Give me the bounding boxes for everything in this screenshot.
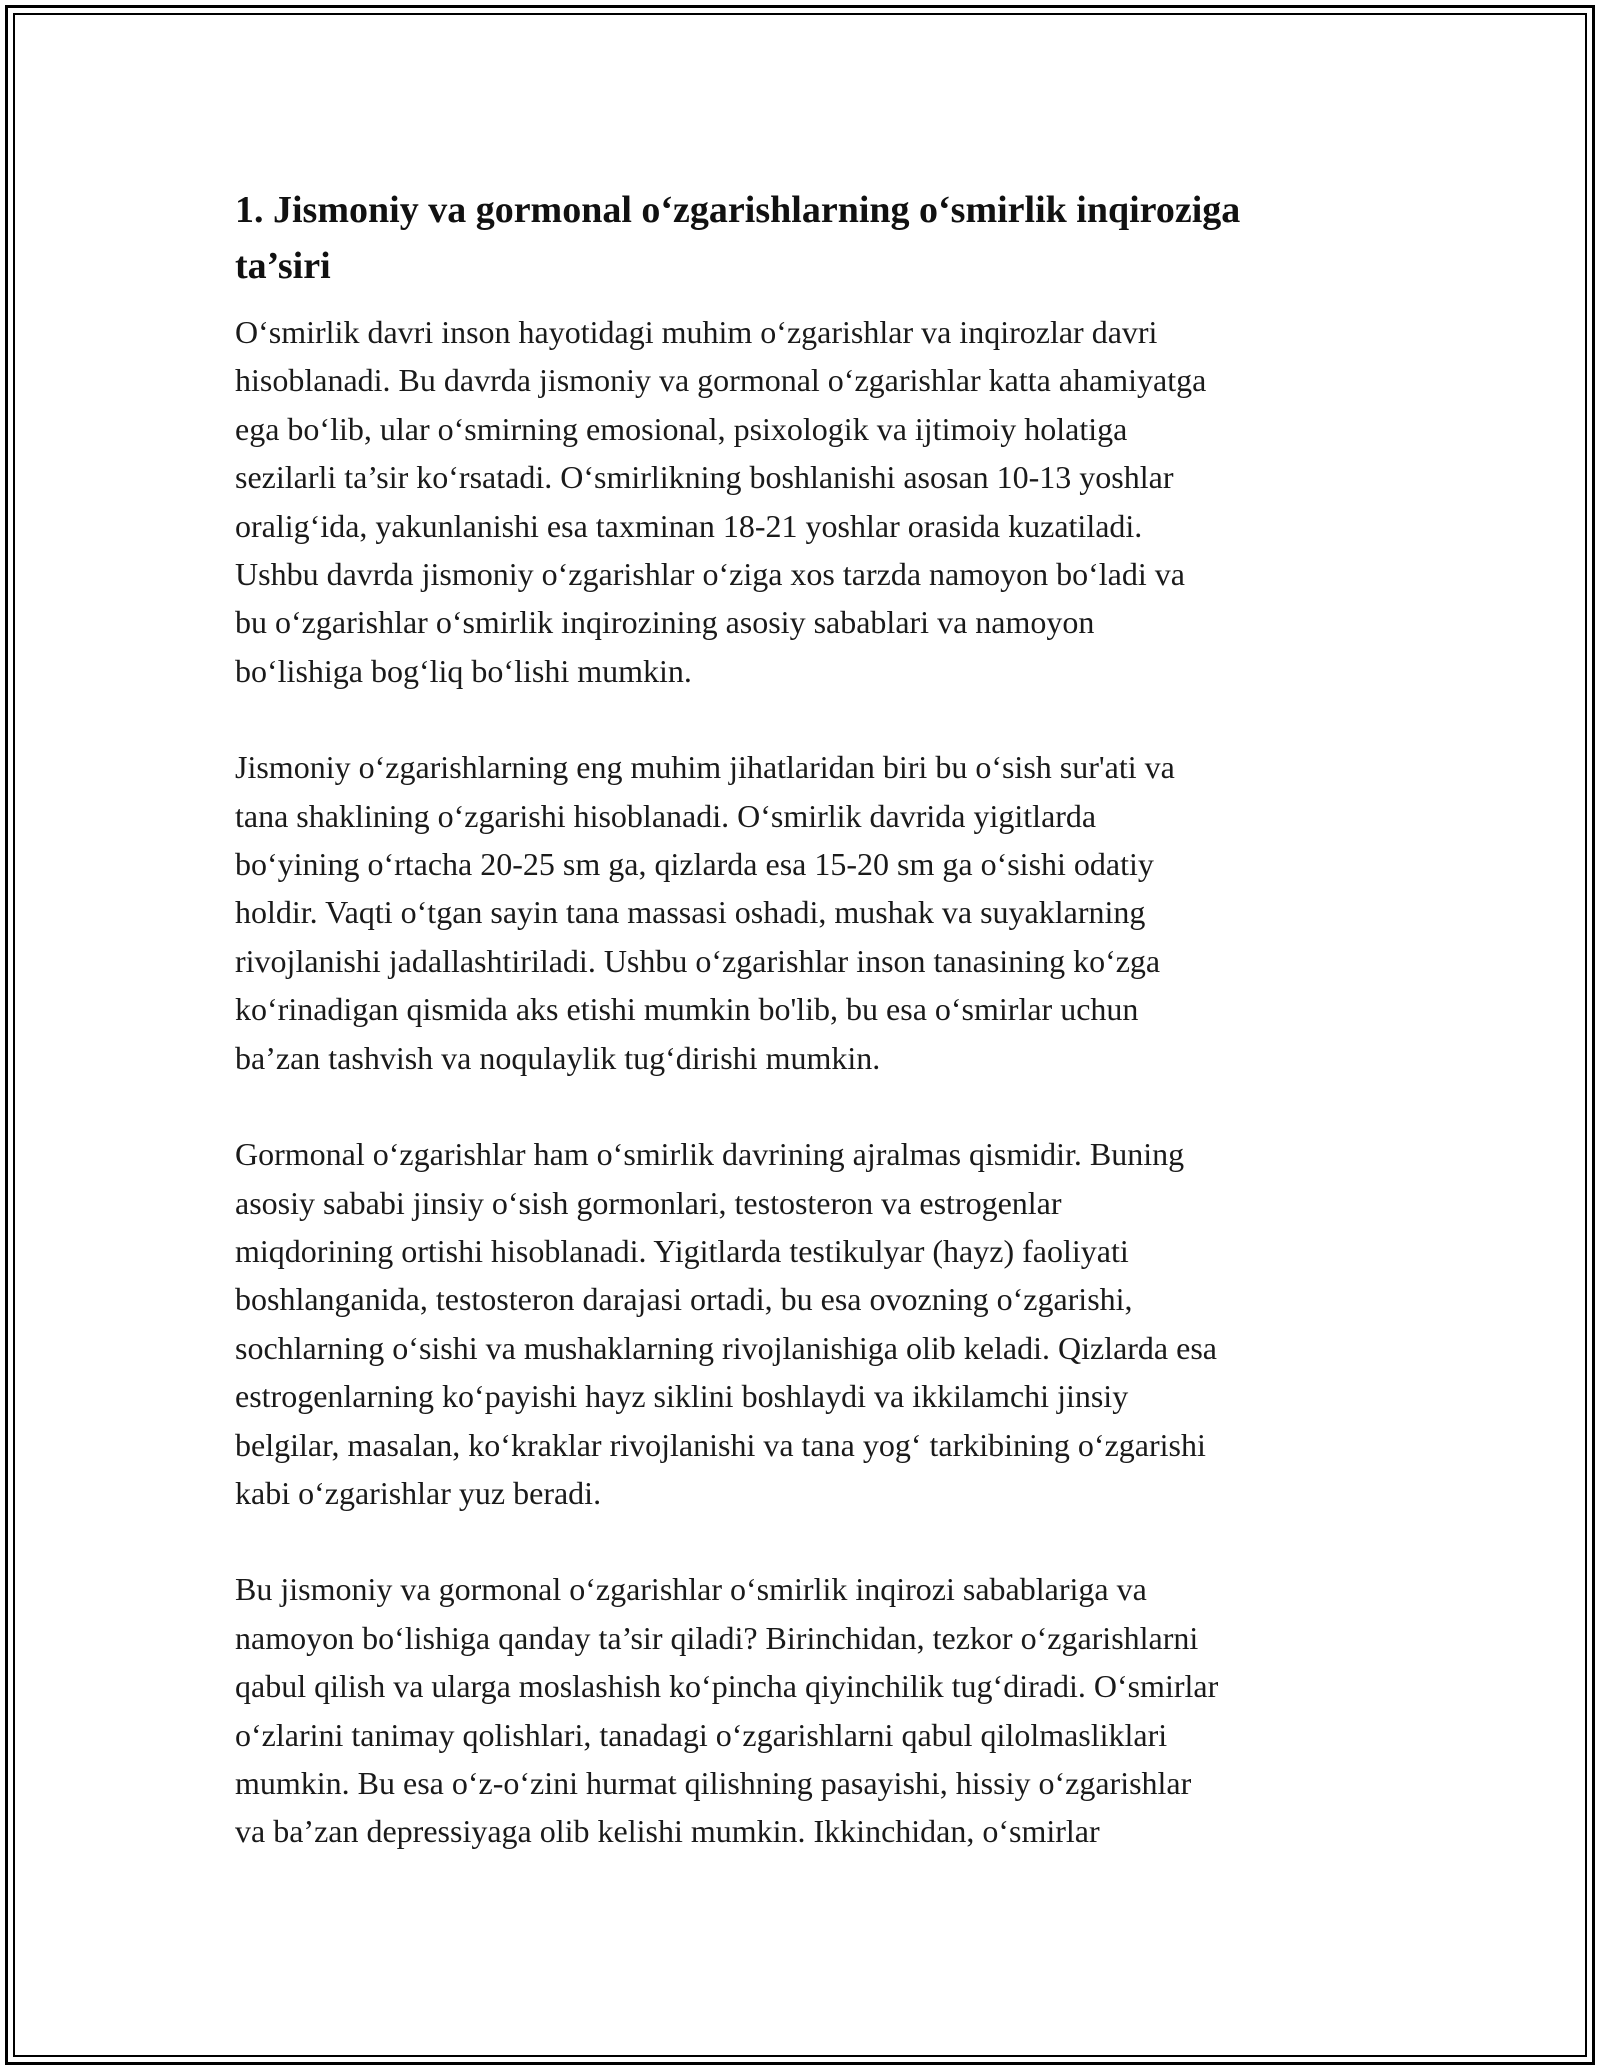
text-line: sezilarli ta’sir ko‘rsatadi. O‘smirlikning boshlanishi asosan 10-13 yoshlar: [235, 459, 1174, 496]
text-line: asosiy sababi jinsiy o‘sish gormonlari, testosteron va estrogenlar: [235, 1184, 1062, 1221]
text-line: bu o‘zgarishlar o‘smirlik inqirozining asosiy sabablari va namoyon: [235, 604, 1095, 641]
paragraph-1: [235, 308, 1365, 695]
text-line: hisoblanadi. Bu davrda jismoniy va gormonal o‘zgarishlar katta ahamiyatga: [235, 362, 1207, 399]
text-line: rivojlanishi jadallashtiriladi. Ushbu o‘zgarishlar inson tanasining ko‘zga: [235, 942, 1161, 979]
text-line: bo‘yining o‘rtacha 20-25 sm ga, qizlarda esa 15-20 sm ga o‘sishi odatiy: [235, 846, 1154, 883]
text-line: va ba’zan depressiyaga olib kelishi mumkin. Ikkinchidan, o‘smirlar: [235, 1813, 1100, 1850]
text-line: Jismoniy o‘zgarishlarning eng muhim jihatlaridan biri bu o‘sish sur'ati va: [235, 749, 1175, 786]
text-line: bo‘lishiga bog‘liq bo‘lishi mumkin.: [235, 652, 692, 689]
text-line: belgilar, masalan, ko‘kraklar rivojlanishi va tana yog‘ tarkibining o‘zgarishi: [235, 1426, 1206, 1463]
text-line: ba’zan tashvish va noqulaylik tug‘dirishi mumkin.: [235, 1039, 881, 1076]
paragraph-4: [235, 1565, 1365, 1855]
text-line: miqdorining ortishi hisoblanadi. Yigitlarda testikulyar (hayz) faoliyati: [235, 1232, 1129, 1269]
text-line: sochlarning o‘sishi va mushaklarning rivojlanishiga olib keladi. Qizlarda esa: [235, 1329, 1217, 1366]
paragraph-3: [235, 1130, 1365, 1517]
text-line: oralig‘ida, yakunlanishi esa taxminan 18-21 yoshlar orasida kuzatiladi.: [235, 507, 1143, 544]
text-line: o‘zlarini tanimay qolishlari, tanadagi o‘zgarishlarni qabul qilolmasliklari: [235, 1716, 1168, 1753]
text-line: Gormonal o‘zgarishlar ham o‘smirlik davrining ajralmas qismidir. Buning: [235, 1136, 1185, 1173]
heading-line: ta’siri: [235, 245, 331, 287]
text-line: namoyon bo‘lishiga qanday ta’sir qiladi? Birinchidan, tezkor o‘zgarishlarni: [235, 1619, 1199, 1656]
text-line: O‘smirlik davri inson hayotidagi muhim o‘zgarishlar va inqirozlar davri: [235, 314, 1158, 350]
text-line: kabi o‘zgarishlar yuz beradi.: [235, 1474, 602, 1511]
text-line: ega bo‘lib, ular o‘smirning emosional, psixologik va ijtimoiy holatiga: [235, 410, 1128, 447]
text-line: boshlanganida, testosteron darajasi ortadi, bu esa ovozning o‘zgarishi,: [235, 1281, 1133, 1318]
text-line: qabul qilish va ularga moslashish ko‘pincha qiyinchilik tug‘diradi. O‘smirlar: [235, 1668, 1219, 1705]
text-line: holdir. Vaqti o‘tgan sayin tana massasi oshadi, mushak va suyaklarning: [235, 894, 1146, 931]
section-heading: [235, 182, 1365, 294]
text-line: Ushbu davrda jismoniy o‘zgarishlar o‘ziga xos tarzda namoyon bo‘ladi va: [235, 556, 1185, 593]
text-line: mumkin. Bu esa o‘z-o‘zini hurmat qilishning pasayishi, hissiy o‘zgarishlar: [235, 1764, 1192, 1801]
document-body: [235, 182, 1365, 1904]
text-line: ko‘rinadigan qismida aks etishi mumkin bo'lib, bu esa o‘smirlar uchun: [235, 991, 1139, 1028]
text-line: tana shaklining o‘zgarishi hisoblanadi. O‘smirlik davrida yigitlarda: [235, 797, 1097, 834]
text-line: Bu jismoniy va gormonal o‘zgarishlar o‘smirlik inqirozi sabablariga va: [235, 1571, 1147, 1608]
text-line: estrogenlarning ko‘payishi hayz siklini boshlaydi va ikkilamchi jinsiy: [235, 1378, 1129, 1415]
paragraph-2: [235, 743, 1365, 1082]
heading-line: 1. Jismoniy va gormonal o‘zgarishlarning o‘smirlik inqiroziga: [235, 189, 1241, 231]
